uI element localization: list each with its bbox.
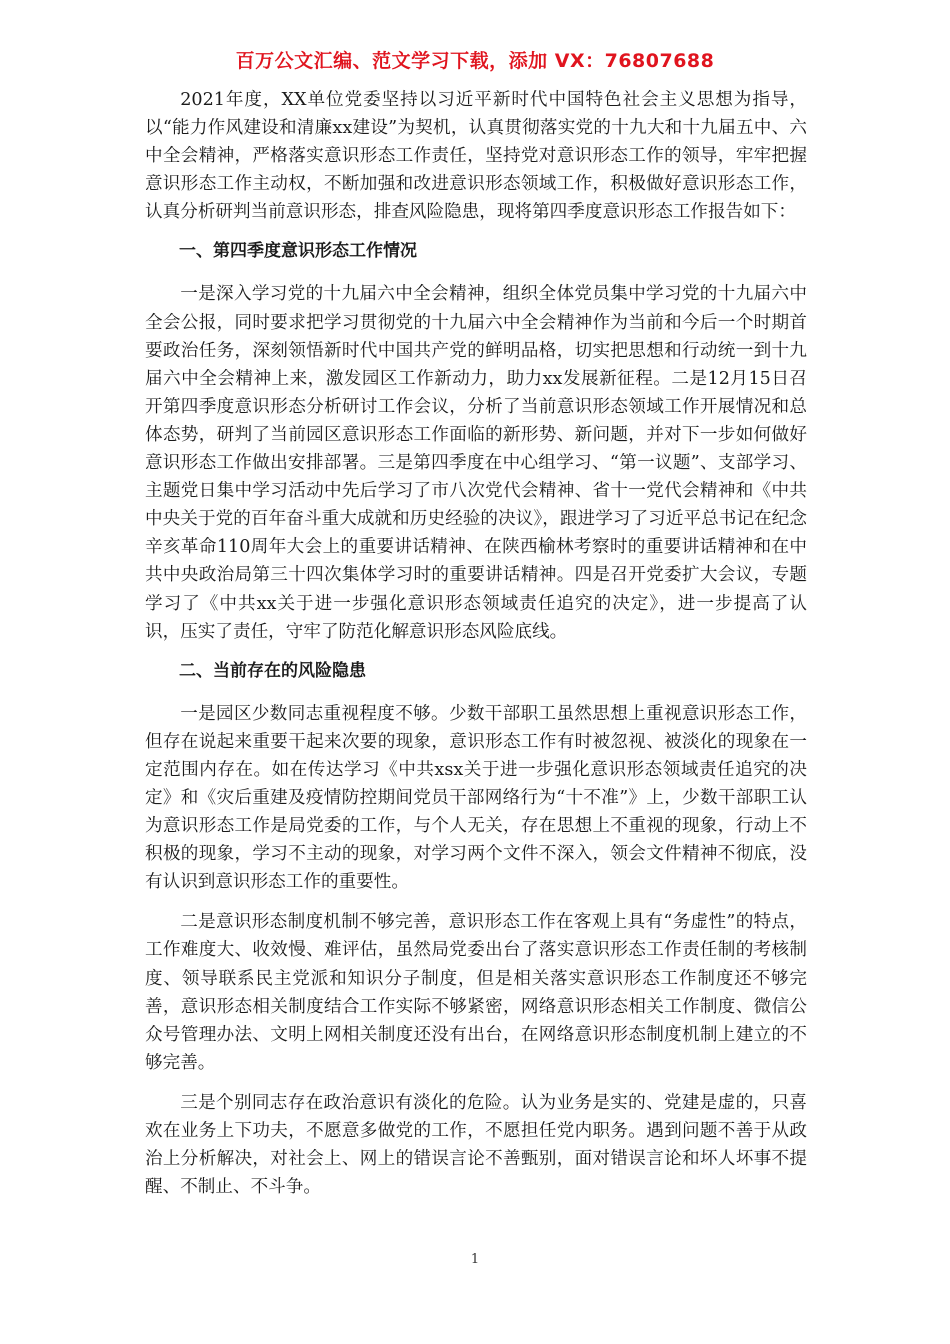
document-body <box>145 86 807 1213</box>
section-heading-1: 一、第四季度意识形态工作情况 <box>179 241 417 262</box>
section2-paragraph-3: 三是个别同志存在政治意识有淡化的危险。认为业务是实的、党建是虚的，只喜欢在业务上下功夫，不愿意多做党的工作，不愿担任党内职务。遇到问题不善于从政治上分析解决，对社会上、网上的错误言论不善甄别，面对错误言论和坏人坏事不提醒、不制止、不斗争。 <box>145 1092 807 1198</box>
intro-paragraph: 2021年度，XX单位党委坚持以习近平新时代中国特色社会主义思想为指导，以“能力作风建设和清廉xx建设”为契机，认真贯彻落实党的十九大和十九届五中、六中全会精神，严格落实意识形态工作责任，坚持党对意识形态工作的领导，牢牢把握意识形态工作主动权，不断加强和改进意识形态领域工作，积极做好意识形态工作，认真分析研判当前意识形态，排查风险隐患，现将第四季度意识形态工作报告如下： <box>145 90 807 223</box>
page-number: 1 <box>470 1252 480 1267</box>
section1-paragraph: 一是深入学习党的十九届六中全会精神，组织全体党员集中学习党的十九届六中全会公报，同时要求把学习贯彻党的十九届六中全会精神作为当前和今后一个时期首要政治任务，深刻领悟新时代中国共产党的鲜明品格，切实把思想和行动统一到十九届六中全会精神上来，激发园区工作新动力，助力xx发展新征程。二是12月15日召开第四季度意识形态分析研讨工作会议，分析了当前意识形态领域工作开展情况和总体态势，研判了当前园区意识形态工作面临的新形势、新问题，并对下一步如何做好意识形态工作做出安排部署。三是第四季度在中心组学习、“第一议题”、支部学习、主题党日集中学习活动中先后学习了市八次党代会精神、省十一党代会精神和《中共中央关于党的百年奋斗重大成就和历史经验的决议》，跟进学习了习近平总书记在纪念辛亥革命110周年大会上的重要讲话精神、在陕西榆林考察时的重要讲话精神和在中共中央政治局第三十四次集体学习时的重要讲话精神。四是召开党委扩大会议，专题学习了《中共xx关于进一步强化意识形态领域责任追究的决定》，进一步提高了认识，压实了责任，守牢了防范化解意识形态风险底线。 <box>145 284 807 642</box>
section2-paragraph-2: 二是意识形态制度机制不够完善，意识形态工作在客观上具有“务虚性”的特点，工作难度大、收效慢、难评估，虽然局党委出台了落实意识形态工作责任制的考核制度、领导联系民主党派和知识分子制度，但是相关落实意识形态工作制度还不够完善，意识形态相关制度结合工作实际不够紧密，网络意识形态相关工作制度、微信公众号管理办法、文明上网相关制度还没有出台，在网络意识形态制度机制上建立的不够完善。 <box>145 912 807 1073</box>
section-heading-2: 二、当前存在的风险隐患 <box>179 660 366 681</box>
download-banner: 百万公文汇编、范文学习下载，添加 VX：76807688 <box>235 50 715 72</box>
section2-paragraph-1: 一是园区少数同志重视程度不够。少数干部职工虽然思想上重视意识形态工作，但存在说起来重要干起来次要的现象，意识形态工作有时被忽视、被淡化的现象在一定范围内存在。如在传达学习《中共xsx关于进一步强化意识形态领域责任追究的决定》和《灾后重建及疫情防控期间党员干部网络行为“十不准”》上，少数干部职工认为意识形态工作是局党委的工作，与个人无关，存在思想上不重视的现象，行动上不积极的现象，学习不主动的现象，对学习两个文件不深入，领会文件精神不彻底，没有认识到意识形态工作的重要性。 <box>145 703 807 893</box>
